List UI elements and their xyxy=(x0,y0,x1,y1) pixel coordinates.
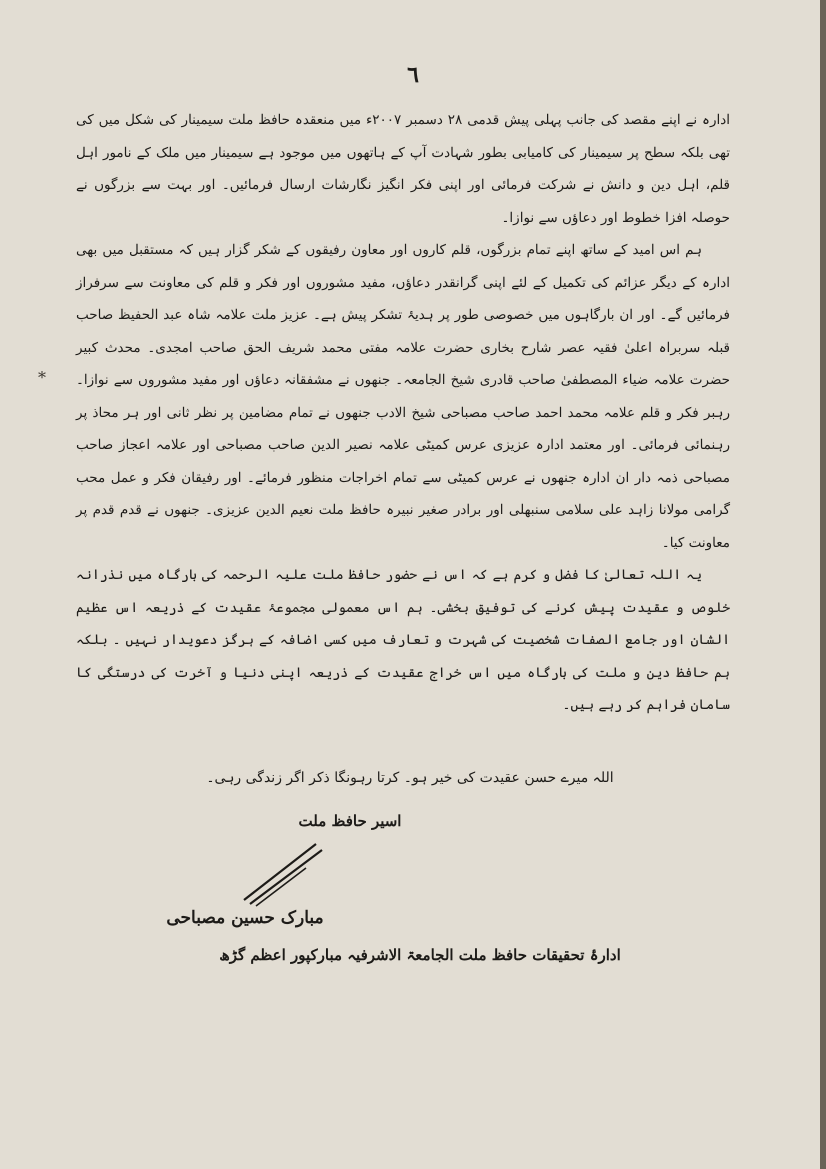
margin-star-mark: * xyxy=(38,368,46,387)
author-name: مبارک حسین مصباحی xyxy=(166,908,324,928)
institute-name: ادارۂ تحقیقات حافظ ملت الجامعۃ الاشرفیہ مبارکپور اعظم گڑھ xyxy=(219,946,621,964)
paragraph-1: ادارہ نے اپنے مقصد کی جانب پہلی پیش قدمی ۲۸ دسمبر ۲۰۰۷ء میں منعقدہ حافظ ملت سیمینار کی شکل میں کی تھی بلکہ سطح پر سیمینار کی کامیابی بطور شہادت آپ کے ہاتھوں میں موجود ہے سیمینار میں ملک کے نامور اہل قلم، اہل دین و دانش نے شرکت فرمائی اور اپنی فکر انگیز نگارشات ارسال فرمائیں۔ اور بہت سے بزرگوں نے حوصلہ افزا خطوط اور دعاؤں سے نوازا۔ xyxy=(76,112,730,226)
signature-strokes xyxy=(236,838,326,908)
paragraph-3: یہ اللہ تعالیٰ کا فضل و کرم ہے کہ اس نے حضور حافظ ملت علیہ الرحمہ کی بارگاہ میں نذرانہ خلوص و عقیدت پیش کرنے کی توفیق بخشی۔ ہم اس معمولی مجموعۂ عقیدت کے ذریعہ اس عظیم الشان اور جامع الصفات شخصیت کی شہرت و تعارف میں کسی اضافہ کے ہرگز دعویدار نہیں ۔ بلکہ ہم حافظ دین و ملت کی بارگاہ میں اس خراج عقیدت کے ذریعہ اپنی دنیا و آخرت کی درستگی کا سامان فراہم کر رہے ہیں۔ xyxy=(76,567,730,713)
page-number: ٦ xyxy=(407,62,419,88)
body-text xyxy=(76,104,730,722)
page-edge-shadow xyxy=(820,0,826,1169)
signoff-label: اسیر حافظ ملت xyxy=(298,812,402,830)
paragraph-2: ہم اس امید کے ساتھ اپنے تمام بزرگوں، قلم کاروں اور معاون رفیقوں کے شکر گزار ہیں کہ مستقبل میں بھی ادارہ کے دیگر عزائم کی تکمیل کے لئے اپنی گرانقدر دعاؤں، مفید مشوروں اور فکر و قلم کی معاونت سے سرفراز فرمائیں گے۔ اور ان بارگاہوں میں خصوصی طور پر ہدیۂ تشکر پیش ہے۔ عزیز ملت علامہ شاہ عبد الحفیظ صاحب قبلہ سربراہ اعلیٰ فقیہ عصر شارح بخاری حضرت علامہ مفتی محمد شریف الحق صاحب امجدی۔ محدث کبیر حضرت علامہ ضیاء المصطفیٰ صاحب قادری شیخ الجامعہ۔ جنھوں نے مشفقانہ دعاؤں اور مفید مشوروں سے نوازا۔ رہبر فکر و قلم علامہ محمد احمد صاحب مصباحی شیخ الادب جنھوں نے تمام مضامین پر نظر ثانی اور ہر محاذ پر رہنمائی فرمائی۔ اور معتمد ادارہ عزیزی عرس کمیٹی علامہ نصیر الدین صاحب مصباحی اور علامہ اعجاز صاحب مصباحی ذمہ دار ان ادارہ جنھوں نے عرس کمیٹی سے تمام اخراجات منظور فرمائے۔ اور رفیقان فکر و عمل محب گرامی مولانا زاہد علی سلامی سنبھلی اور برادر صغیر نبیرہ حافظ ملت نعیم الدین عزیزی۔ جنھوں نے قدم قدم پر معاونت کیا۔ xyxy=(76,242,730,551)
closing-prayer: اللہ میرے حسن عقیدت کی خیر ہو۔ کرتا رہونگا ذکر اگر زندگی رہی۔ xyxy=(206,770,614,786)
